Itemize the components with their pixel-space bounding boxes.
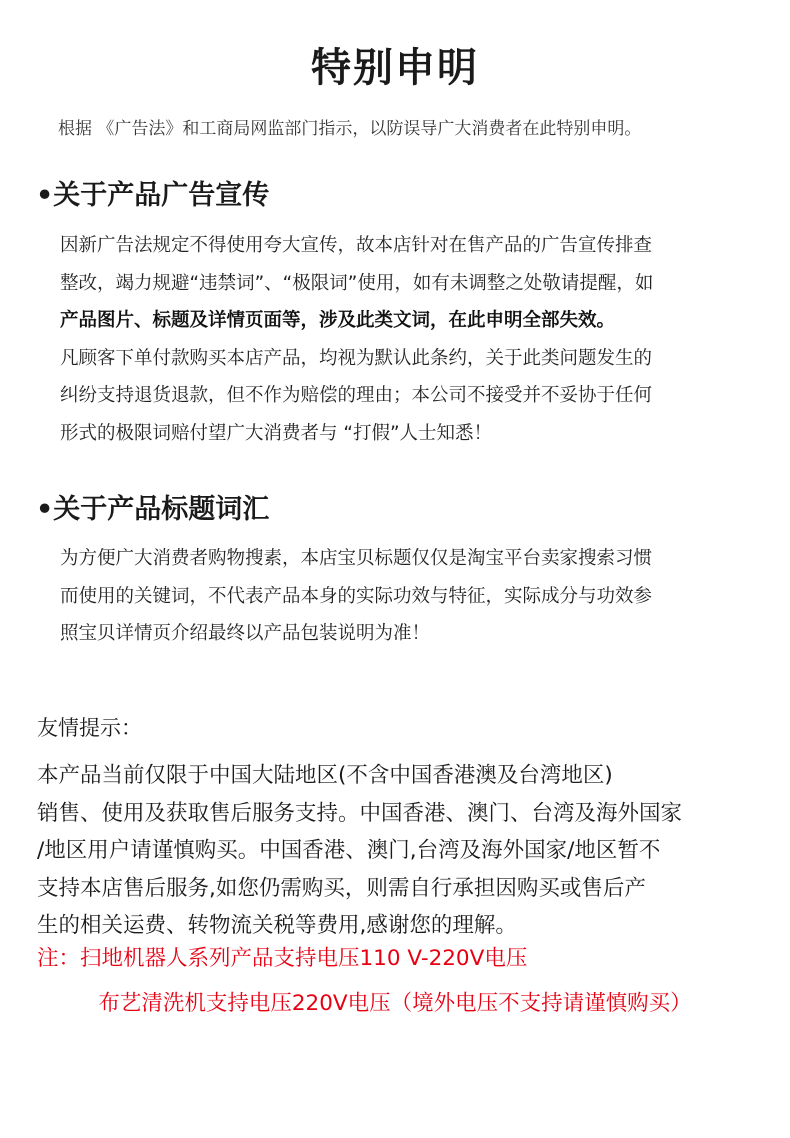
intro-text: 根据 《广告法》和工商局网监部门指示，以防误导广大消费者在此特别申明。 <box>58 119 642 139</box>
tip-line: 本产品当前仅限于中国大陆地区(不含中国香港澳及台湾地区) <box>37 763 613 788</box>
section-body-advertising <box>60 227 750 452</box>
paragraph-line: 因新广告法规定不得使用夸大宣传，故本店针对在售产品的广告宣传排查 <box>60 235 653 256</box>
paragraph-line: 凡顾客下单付款购买本店产品，均视为默认此条约，关于此类问题发生的 <box>60 347 653 369</box>
paragraph-line: 而使用的关键词，不代表产品本身的实际功效与特征，实际成分与功效参 <box>60 585 653 607</box>
bullet-icon: • <box>36 180 54 211</box>
friendly-tip-label: 友情提示： <box>37 716 142 740</box>
tip-line: 销售、使用及获取售后服务支持。中国香港、澳门、台湾及海外国家 <box>37 800 683 826</box>
paragraph-line: 形式的极限词赔付望广大消费者与 “打假”人士知悉！ <box>60 422 493 444</box>
paragraph-line: 为方便广大消费者购物搜素，本店宝贝标题仅仅是淘宝平台卖家搜索习惯 <box>60 548 653 569</box>
tip-line: /地区用户请谨慎购买。中国香港、澳门,台湾及海外国家/地区暂不 <box>37 838 661 863</box>
section-heading-title-words <box>36 490 269 530</box>
friendly-tip-body <box>37 757 782 945</box>
section-body-title-words <box>60 540 750 653</box>
paragraph-line: 纠纷支持退货退款，但不作为赔偿的理由；本公司不接受并不妥协于任何 <box>60 385 653 406</box>
section-heading-label: 关于产品标题词汇 <box>53 494 270 525</box>
voltage-note-cleaner: 布艺清洗机支持电压220V电压（境外电压不支持请谨慎购买） <box>98 991 692 1016</box>
page-title: 特别申明 <box>311 45 479 91</box>
voltage-note-robot: 注：扫地机器人系列产品支持电压110 V-220V电压 <box>37 946 528 971</box>
paragraph-line: 整改，竭力规避“违禁词”、“极限词”使用，如有未调整之处敬请提醒，如 <box>60 272 654 294</box>
tip-line: 生的相关运费、转物流关税等费用,感谢您的理解。 <box>37 913 517 938</box>
bullet-icon: • <box>36 494 54 525</box>
paragraph-line: 照宝贝详情页介绍最终以产品包装说明为准！ <box>60 623 431 644</box>
section-heading-label: 关于产品广告宣传 <box>53 180 270 211</box>
paragraph-line: 产品图片、标题及详情页面等，涉及此类文词，在此申明全部失效。 <box>60 310 616 331</box>
tip-line: 支持本店售后服务,如您仍需购买，则需自行承担因购买或售后产 <box>37 875 646 901</box>
section-heading-advertising <box>36 176 269 216</box>
